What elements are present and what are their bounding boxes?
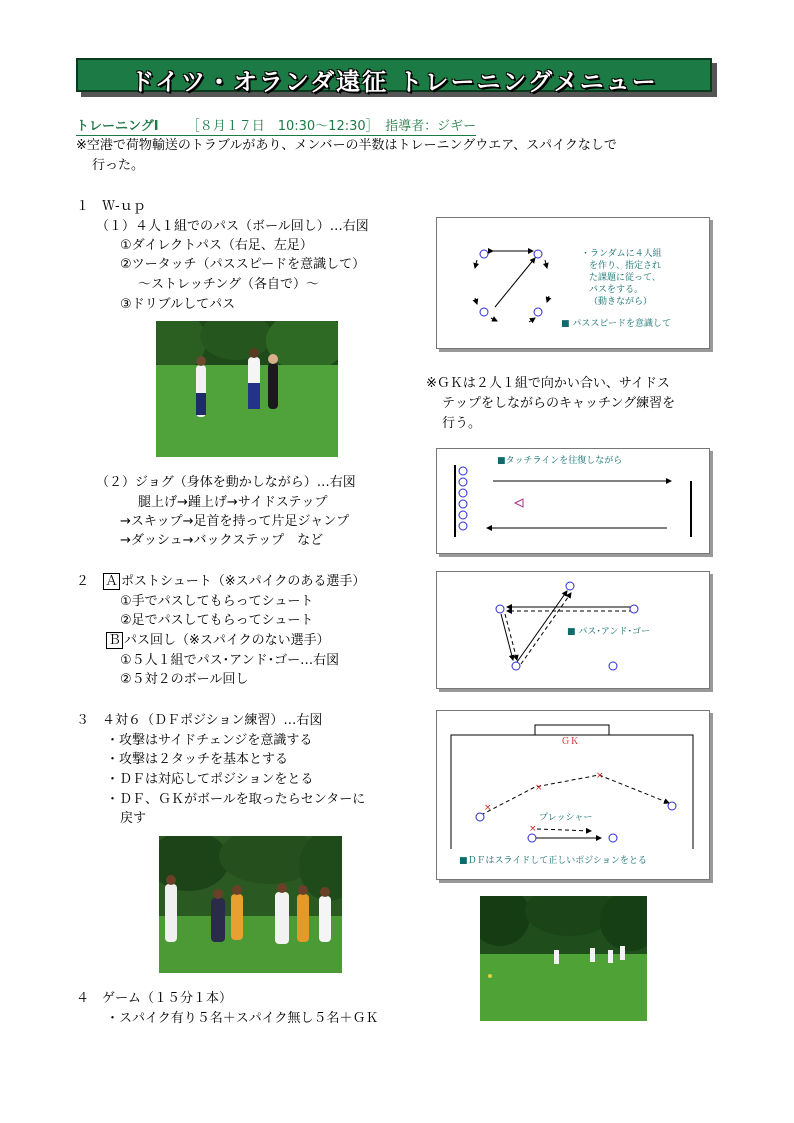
s2-a-mark: Ａ [105, 574, 119, 589]
s1-sub1: （１）４人１組でのパス（ボール回し）…右図 [96, 219, 369, 234]
diagram3-label: ■ パス･アンド･ゴー [567, 627, 651, 637]
svg-text:×: × [529, 824, 537, 834]
session-info: ［８月１７日 10:30～12:30］ 指導者：ジギー [186, 119, 477, 134]
note-line-2: 行った。 [92, 158, 145, 173]
session-heading: トレーニングⅠ [76, 119, 159, 134]
s3-point2: ・攻撃は２タッチを基本とする [106, 752, 289, 767]
s1-sub2: （２）ジョグ（身体を動かしながら）…右図 [96, 475, 356, 490]
s2-a-item2: ②足でパスしてもらってシュート [120, 613, 314, 628]
gk-note-2: テップをしながらのキャッチング練習を [442, 396, 676, 411]
training-photo-1 [156, 321, 338, 457]
diagram1-note-5: （動きながら） [589, 297, 653, 307]
diagram2-label: ■タッチラインを往復しながら [497, 456, 623, 466]
diagram4-foot: ■ＤＦはスライドして正しいポジションをとる [459, 856, 647, 866]
section-3-title: ３ ４対６（ＤＦポジション練習）…右図 [76, 713, 323, 728]
s2-a-title [76, 573, 365, 590]
section-4-title: ４ ゲーム（１５分１本） [76, 991, 233, 1006]
s4-point1: ・スパイク有り５名＋スパイク無し５名＋ＧＫ [106, 1011, 379, 1026]
diagram1-note-4: パスをする。 [589, 285, 644, 295]
svg-text:×: × [484, 803, 492, 813]
diagram1-foot: ■ パススピードを意識して [561, 319, 672, 329]
diagram4-pressure-label: プレッシャー [539, 813, 593, 823]
diagram-pass-and-go [436, 571, 710, 689]
training-photo-3 [480, 896, 647, 1021]
s2-b-title [106, 632, 330, 649]
diagram-df-position [436, 710, 710, 880]
s3-point4: ・ＤＦ、ＧＫがボールを取ったらセンターに [106, 792, 366, 807]
s2-b-title-text: パス回し（※スパイクのない選手） [124, 633, 330, 648]
s1-jog3: →ダッシュ→バックステップ など [120, 533, 324, 548]
svg-text:×: × [596, 771, 604, 781]
svg-text:×: × [535, 783, 543, 793]
section-2-number: ２ [76, 574, 90, 589]
s2-b-item1: ①５人１組でパス･アンド･ゴー…右図 [120, 653, 340, 668]
gk-note-1: ※ＧＫは２人１組で向かい合い、サイドス [426, 376, 670, 391]
s1-item2b: ～ストレッチング（各自で）～ [138, 277, 319, 292]
s1-item3: ③ドリブルしてパス [120, 297, 236, 312]
session-header [76, 118, 476, 136]
section-1-title: １ Ｗ-ｕｐ [76, 199, 146, 214]
diagram4-gk-label: ＧＫ [561, 737, 580, 747]
s2-a-item1: ①手でパスしてもらってシュート [120, 594, 314, 609]
s3-point3: ・ＤＦは対応してポジションをとる [106, 772, 314, 787]
s1-jog2: →スキップ→足首を持って片足ジャンプ [120, 514, 350, 529]
note-line-1: ※空港で荷物輸送のトラブルがあり、メンバーの半数はトレーニングウエア、スパイクなしで [76, 138, 617, 153]
s1-item1: ①ダイレクトパス（右足、左足） [120, 238, 313, 253]
diagram-random-pass [436, 217, 710, 349]
s2-b-mark: Ｂ [108, 633, 122, 648]
diagram1-note-3: た課題に従って、 [589, 273, 661, 283]
s1-jog1: 腿上げ→踵上げ→サイドステップ [138, 495, 328, 510]
title-banner [76, 58, 712, 96]
diagram1-note-2: を作り、指定され [589, 261, 662, 271]
page-title: ドイツ・オランダ遠征 トレーニングメニュー [130, 68, 658, 96]
s3-point4b: 戻す [120, 811, 147, 826]
s3-point1: ・攻撃はサイドチェンジを意識する [106, 733, 313, 748]
s2-a-title-text: ポストシュート（※スパイクのある選手） [121, 574, 366, 589]
gk-note-3: 行う。 [442, 416, 482, 431]
s2-b-item2: ②５対２のボール回し [120, 672, 249, 687]
s1-item2: ②ツータッチ（パススピードを意識して） [120, 257, 366, 272]
training-photo-2 [159, 836, 342, 973]
diagram-touchline-jog [436, 448, 710, 554]
diagram1-note-1: ・ランダムに４人組 [581, 249, 662, 259]
